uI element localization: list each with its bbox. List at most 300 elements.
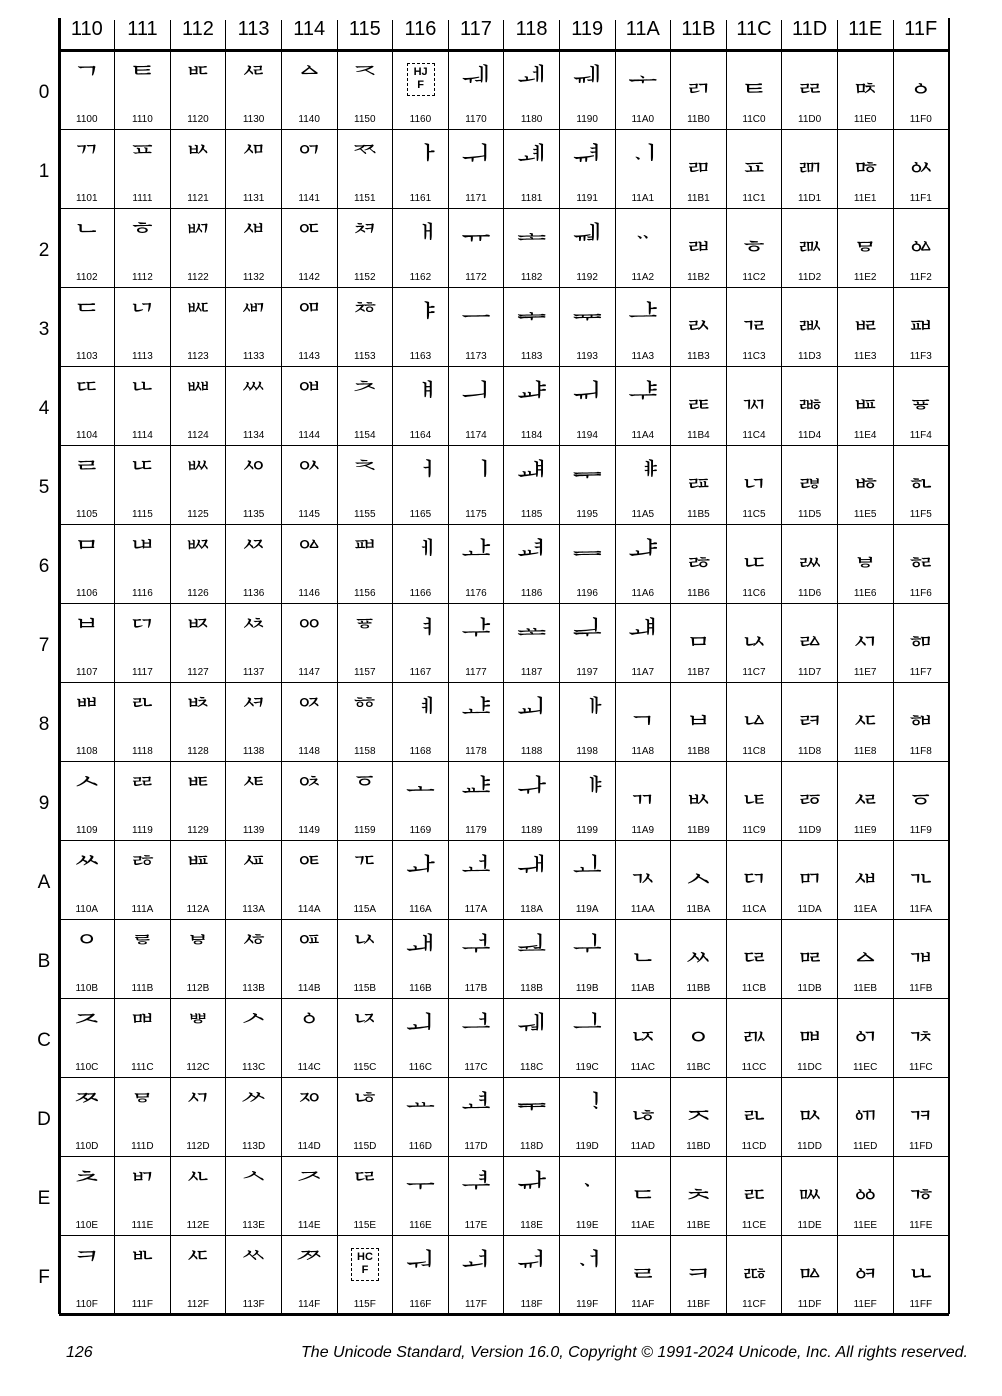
code-cell-11d0 (782, 50, 838, 129)
code-point-label: 11EA (853, 904, 878, 915)
code-cell-1199 (559, 761, 615, 840)
code-point-label: 11BB (686, 983, 711, 994)
code-cell-118e (504, 1156, 560, 1235)
jamo-glyph: ᇔ (795, 379, 825, 414)
jamo-glyph: ᅌ (294, 1011, 324, 1046)
jamo-glyph: ᄬ (183, 1011, 213, 1046)
code-cell-11e1 (837, 129, 893, 208)
jamo-glyph: ᇉ (739, 774, 769, 809)
code-point-label: 1162 (409, 272, 432, 283)
code-point-label: 11B0 (687, 114, 710, 125)
jamo-glyph: ᅡ (405, 142, 435, 177)
code-point-label: 1115 (132, 509, 153, 520)
code-point-label: 11A8 (631, 746, 655, 757)
code-point-label: 11EF (853, 1299, 877, 1310)
code-point-label: 11D6 (798, 588, 822, 599)
jamo-glyph: ᄱ (239, 142, 269, 177)
code-cell-11b2 (671, 208, 727, 287)
code-point-label: 11AA (630, 904, 655, 915)
code-point-label: 11A2 (631, 272, 655, 283)
code-cell-1122 (170, 208, 226, 287)
code-cell-11bb (671, 919, 727, 998)
code-point-label: 11A3 (631, 351, 655, 362)
code-cell-11c7 (726, 603, 782, 682)
code-point-label: 1176 (465, 588, 487, 599)
grid-column-line (225, 20, 226, 1314)
code-point-label: 1173 (465, 351, 487, 362)
code-point-label: 1157 (354, 667, 376, 678)
code-cell-1110 (115, 50, 171, 129)
code-point-label: 11DC (797, 1062, 822, 1073)
code-point-label: 114D (297, 1141, 321, 1152)
code-cell-11fb (893, 919, 949, 998)
code-point-label: 1195 (576, 509, 598, 520)
code-point-label: 1179 (465, 825, 487, 836)
code-point-label: 11DB (797, 983, 822, 994)
jamo-glyph: ᄰ (239, 63, 269, 98)
grid-row-line (59, 445, 949, 446)
jamo-glyph: ᇀ (739, 63, 769, 98)
code-point-label: 1132 (242, 272, 265, 283)
jamo-glyph: ᅙ (350, 774, 380, 809)
code-cell-111e (115, 1156, 171, 1235)
jamo-glyph: ᅜ (350, 1011, 380, 1046)
jamo-glyph: ᄆ (72, 537, 102, 572)
code-cell-114f (281, 1235, 337, 1314)
code-point-label: 1187 (520, 667, 543, 678)
code-point-label: 115E (353, 1220, 377, 1231)
code-point-label: 119C (575, 1062, 599, 1073)
code-point-label: 1134 (242, 430, 265, 441)
code-point-label: 115D (353, 1141, 377, 1152)
code-cell-1185 (504, 445, 560, 524)
code-cell-1198 (559, 682, 615, 761)
code-point-label: 11C4 (742, 430, 766, 441)
jamo-glyph: ᆶ (683, 537, 713, 572)
code-cell-11ac (615, 998, 671, 1077)
grid-column-line (615, 20, 616, 1314)
jamo-glyph: ᅇ (294, 616, 324, 651)
filler-abbreviation-text: F (417, 79, 424, 91)
jamo-glyph: ᄙ (127, 774, 157, 809)
code-cell-1116 (115, 524, 171, 603)
jamo-glyph: ᇃ (739, 300, 769, 335)
code-cell-110c (59, 998, 115, 1077)
jamo-glyph: ᇓ (795, 300, 825, 335)
code-cell-1192 (559, 208, 615, 287)
code-point-label: 118B (520, 983, 543, 994)
jamo-glyph: ᇂ (739, 221, 769, 256)
code-cell-117a (448, 840, 504, 919)
code-cell-11dd (782, 1077, 838, 1156)
code-point-label: 1142 (298, 272, 320, 283)
code-cell-1108 (59, 682, 115, 761)
code-cell-1174 (448, 366, 504, 445)
code-cell-11b5 (671, 445, 727, 524)
row-header-1: 1 (38, 161, 50, 182)
code-point-label: 1168 (409, 746, 432, 757)
code-cell-11cb (726, 919, 782, 998)
jamo-glyph: ᅁ (294, 142, 324, 177)
code-point-label: 1121 (187, 193, 209, 204)
column-header-116: 116 (404, 18, 437, 40)
filler-abbreviation-text: HJ (413, 66, 428, 78)
code-point-label: 11B1 (687, 193, 710, 204)
jamo-glyph: ᇒ (795, 221, 825, 256)
jamo-glyph: ᇩ (850, 774, 880, 809)
jamo-glyph: ᇁ (739, 142, 769, 177)
code-cell-11bc (671, 998, 727, 1077)
code-cell-1158 (337, 682, 393, 761)
jamo-glyph: ᇟ (795, 1248, 825, 1283)
code-point-label: 117A (464, 904, 488, 915)
code-point-label: 1156 (354, 588, 376, 599)
jamo-glyph: ᅛ (350, 932, 380, 967)
code-point-label: 11FD (908, 1141, 933, 1152)
jamo-glyph: ᅢ (405, 221, 435, 256)
code-cell-11fc (893, 998, 949, 1077)
jamo-glyph: ᇫ (850, 932, 880, 967)
jamo-glyph: ᆏ (517, 1248, 547, 1283)
code-point-label: 11C3 (742, 351, 766, 362)
code-cell-1190 (559, 50, 615, 129)
code-point-label: 1154 (354, 430, 376, 441)
code-cell-1189 (504, 761, 560, 840)
code-point-label: 11E7 (853, 667, 877, 678)
code-cell-1164 (393, 366, 449, 445)
code-cell-11da (782, 840, 838, 919)
code-cell-114d (281, 1077, 337, 1156)
jamo-glyph: ᄟ (127, 1248, 157, 1283)
code-point-label: 1158 (354, 746, 376, 757)
code-point-label: 119B (575, 983, 599, 994)
code-cell-1106 (59, 524, 115, 603)
row-header-4: 4 (38, 398, 50, 419)
jamo-glyph: ᄷ (239, 616, 269, 651)
column-header-11b: 11B (681, 18, 716, 40)
code-point-label: 1189 (520, 825, 543, 836)
code-point-label: 11FA (909, 904, 933, 915)
jamo-glyph: ᅭ (405, 1090, 435, 1125)
code-cell-11fe (893, 1156, 949, 1235)
code-cell-11fa (893, 840, 949, 919)
filler-abbreviation-box (407, 63, 435, 96)
code-cell-11d6 (782, 524, 838, 603)
jamo-glyph: ᇚ (795, 853, 825, 888)
jamo-glyph: ᆃ (517, 300, 547, 335)
jamo-glyph: ᆒ (572, 221, 602, 256)
jamo-glyph: ᇌ (739, 1011, 769, 1046)
code-cell-11be (671, 1156, 727, 1235)
code-cell-11ba (671, 840, 727, 919)
code-point-label: 11F4 (909, 430, 932, 441)
code-cell-11b4 (671, 366, 727, 445)
jamo-glyph: ᅥ (405, 458, 435, 493)
jamo-glyph: ᅵ (461, 458, 491, 493)
code-cell-116f (393, 1235, 449, 1314)
code-cell-11f3 (893, 287, 949, 366)
jamo-glyph: ᆅ (517, 458, 547, 493)
jamo-glyph: ᆀ (517, 63, 547, 98)
jamo-glyph: ᄮ (183, 1169, 213, 1204)
jamo-glyph: ᄂ (72, 221, 102, 256)
code-point-label: 1188 (520, 746, 543, 757)
code-cell-1140 (281, 50, 337, 129)
code-point-label: 1164 (409, 430, 432, 441)
code-point-label: 1152 (354, 272, 376, 283)
code-cell-118a (504, 840, 560, 919)
column-header-112: 112 (182, 18, 214, 40)
code-cell-11ea (837, 840, 893, 919)
code-point-label: 1178 (465, 746, 487, 757)
jamo-glyph: ᆞ (572, 1169, 602, 1204)
code-cell-1162 (393, 208, 449, 287)
code-point-label: 11C1 (742, 193, 766, 204)
code-point-label: 114E (297, 1220, 321, 1231)
jamo-glyph: ᅖ (350, 537, 380, 572)
jamo-glyph: ᄗ (127, 616, 157, 651)
code-cell-11e9 (837, 761, 893, 840)
jamo-glyph: ᇿ (906, 1248, 936, 1283)
code-cell-1195 (559, 445, 615, 524)
code-point-label: 117E (464, 1220, 488, 1231)
code-cell-1154 (337, 366, 393, 445)
code-cell-11e8 (837, 682, 893, 761)
code-cell-11b1 (671, 129, 727, 208)
jamo-glyph: ᄛ (127, 932, 157, 967)
code-point-label: 1108 (76, 746, 98, 757)
code-point-label: 1191 (576, 193, 598, 204)
code-cell-1146 (281, 524, 337, 603)
code-cell-116d (393, 1077, 449, 1156)
code-point-label: 11F6 (909, 588, 932, 599)
jamo-glyph: ᇊ (739, 853, 769, 888)
code-point-label: 1172 (465, 272, 487, 283)
code-point-label: 111A (131, 904, 154, 915)
column-header-11a: 11A (625, 18, 660, 40)
code-point-label: 11DF (797, 1299, 822, 1310)
code-cell-11bd (671, 1077, 727, 1156)
code-point-label: 1147 (298, 667, 320, 678)
jamo-glyph: ᄸ (239, 695, 269, 730)
code-cell-113c (226, 998, 282, 1077)
code-point-label: 1148 (298, 746, 320, 757)
code-cell-11f4 (893, 366, 949, 445)
code-point-label: 1153 (354, 351, 376, 362)
jamo-glyph: ᅸ (461, 695, 491, 730)
code-cell-111a (115, 840, 171, 919)
code-cell-1127 (170, 603, 226, 682)
code-cell-11a3 (615, 287, 671, 366)
code-cell-112a (170, 840, 226, 919)
code-cell-11c1 (726, 129, 782, 208)
jamo-glyph: ᆛ (572, 932, 602, 967)
jamo-glyph: ᆝ (572, 1090, 602, 1125)
code-cell-11f1 (893, 129, 949, 208)
code-point-label: 1123 (187, 351, 209, 362)
grid-row-line (59, 366, 949, 367)
jamo-glyph: ᇘ (795, 695, 825, 730)
jamo-glyph: ᅍ (294, 1090, 324, 1125)
code-point-label: 11F3 (909, 351, 932, 362)
jamo-glyph: ᆭ (628, 1090, 658, 1125)
jamo-glyph: ᇏ (739, 1248, 769, 1283)
code-point-label: 1138 (242, 746, 265, 757)
jamo-glyph: ᇙ (795, 774, 825, 809)
jamo-glyph: ᆆ (517, 537, 547, 572)
row-header-8: 8 (38, 714, 50, 735)
jamo-glyph: ᆌ (517, 1011, 547, 1046)
jamo-glyph: ᅎ (294, 1169, 324, 1204)
code-point-label: 114F (298, 1299, 321, 1310)
code-point-label: 11AF (631, 1299, 655, 1310)
code-point-label: 1177 (465, 667, 487, 678)
code-point-label: 11DE (797, 1220, 822, 1231)
code-cell-11c8 (726, 682, 782, 761)
code-point-label: 116D (408, 1141, 432, 1152)
code-point-label: 1170 (465, 114, 487, 125)
code-cell-11a2 (615, 208, 671, 287)
code-cell-11cf (726, 1235, 782, 1314)
jamo-glyph: ᇅ (739, 458, 769, 493)
jamo-glyph: ᄾ (239, 1169, 269, 1204)
jamo-glyph: ᆿ (683, 1248, 713, 1283)
jamo-glyph: ᅣ (405, 300, 435, 335)
jamo-glyph: ᅶ (461, 537, 491, 572)
jamo-glyph: ᇇ (739, 616, 769, 651)
jamo-glyph: ᆟ (572, 1248, 602, 1283)
code-point-label: 11E2 (853, 272, 877, 283)
code-cell-119a (559, 840, 615, 919)
jamo-glyph: ᄽ (239, 1090, 269, 1125)
code-cell-1141 (281, 129, 337, 208)
jamo-glyph: ᄪ (183, 853, 213, 888)
code-cell-114c (281, 998, 337, 1077)
jamo-glyph: ᆓ (572, 300, 602, 335)
code-cell-110b (59, 919, 115, 998)
code-cell-1124 (170, 366, 226, 445)
jamo-glyph: ᇜ (795, 1011, 825, 1046)
code-cell-118f (504, 1235, 560, 1314)
jamo-glyph: ᄍ (72, 1090, 102, 1125)
grid-column-line (726, 20, 727, 1314)
jamo-glyph: ᅦ (405, 537, 435, 572)
code-point-label: 11F7 (909, 667, 932, 678)
jamo-glyph: ᇥ (850, 458, 880, 493)
jamo-glyph: ᅧ (405, 616, 435, 651)
row-header-7: 7 (38, 635, 50, 656)
jamo-glyph: ᄏ (72, 1248, 102, 1283)
jamo-glyph: ᆣ (628, 300, 658, 335)
code-cell-1165 (393, 445, 449, 524)
jamo-glyph: ᄿ (239, 1248, 269, 1283)
code-point-label: 1197 (576, 667, 598, 678)
grid-column-line (559, 20, 560, 1314)
code-point-label: 11F0 (909, 114, 932, 125)
jamo-glyph: ᇄ (739, 379, 769, 414)
jamo-glyph: ᄦ (183, 537, 213, 572)
code-point-label: 1166 (409, 588, 432, 599)
row-header-6: 6 (38, 556, 50, 577)
code-point-label: 11B2 (687, 272, 710, 283)
code-cell-1121 (170, 129, 226, 208)
code-cell-11a8 (615, 682, 671, 761)
jamo-glyph: ᆦ (628, 537, 658, 572)
code-cell-11ed (837, 1077, 893, 1156)
grid-row-line (59, 1156, 949, 1157)
code-point-label: 11F2 (909, 272, 932, 283)
code-point-label: 114B (297, 983, 321, 994)
code-cell-11e3 (837, 287, 893, 366)
code-point-label: 11DD (797, 1141, 822, 1152)
code-cell-111f (115, 1235, 171, 1314)
code-cell-113b (226, 919, 282, 998)
code-cell-11e5 (837, 445, 893, 524)
code-point-label: 110F (75, 1299, 98, 1310)
jamo-glyph: ᆗ (572, 616, 602, 651)
jamo-glyph: ᅺ (461, 853, 491, 888)
code-cell-1135 (226, 445, 282, 524)
jamo-glyph: ᆕ (572, 458, 602, 493)
jamo-glyph: ᄐ (127, 63, 157, 98)
code-cell-112c (170, 998, 226, 1077)
code-cell-11a1 (615, 129, 671, 208)
jamo-glyph: ᆪ (628, 853, 658, 888)
code-point-label: 1137 (242, 667, 265, 678)
code-cell-1194 (559, 366, 615, 445)
code-point-label: 119D (575, 1141, 599, 1152)
jamo-glyph: ᇧ (850, 616, 880, 651)
code-point-label: 11E5 (853, 509, 877, 520)
code-point-label: 11A4 (631, 430, 655, 441)
jamo-glyph: ᆫ (628, 932, 658, 967)
code-point-label: 1192 (576, 272, 598, 283)
jamo-glyph: ᆾ (683, 1169, 713, 1204)
code-cell-115d (337, 1077, 393, 1156)
page-number: 126 (66, 1344, 93, 1361)
code-point-label: 115F (353, 1299, 376, 1310)
jamo-glyph: ᅽ (461, 1090, 491, 1125)
code-point-label: 117B (464, 983, 488, 994)
grid-column-line (170, 20, 171, 1314)
row-header-2: 2 (38, 240, 50, 261)
jamo-glyph: ᇞ (795, 1169, 825, 1204)
jamo-glyph: ᆺ (683, 853, 713, 888)
code-point-label: 116A (409, 904, 432, 915)
code-point-label: 11A1 (631, 193, 655, 204)
jamo-glyph: ᆐ (572, 63, 602, 98)
code-cell-1163 (393, 287, 449, 366)
jamo-glyph: ᅩ (405, 774, 435, 809)
jamo-glyph: ᄼ (239, 1011, 269, 1046)
code-point-label: 115A (353, 904, 377, 915)
code-cell-11d8 (782, 682, 838, 761)
jamo-glyph: ᇷ (906, 616, 936, 651)
code-cell-11ee (837, 1156, 893, 1235)
code-cell-115a (337, 840, 393, 919)
jamo-glyph: ᅬ (405, 1011, 435, 1046)
jamo-glyph: ᄎ (72, 1169, 102, 1204)
jamo-glyph: ᆔ (572, 379, 602, 414)
code-cell-1173 (448, 287, 504, 366)
code-point-label: 11E6 (853, 588, 877, 599)
jamo-glyph: ᇈ (739, 695, 769, 730)
column-header-117: 117 (460, 18, 492, 40)
jamo-glyph: ᄳ (239, 300, 269, 335)
code-point-label: 11AC (630, 1062, 655, 1073)
jamo-glyph: ᇲ (906, 221, 936, 256)
code-point-label: 11B5 (687, 509, 710, 520)
